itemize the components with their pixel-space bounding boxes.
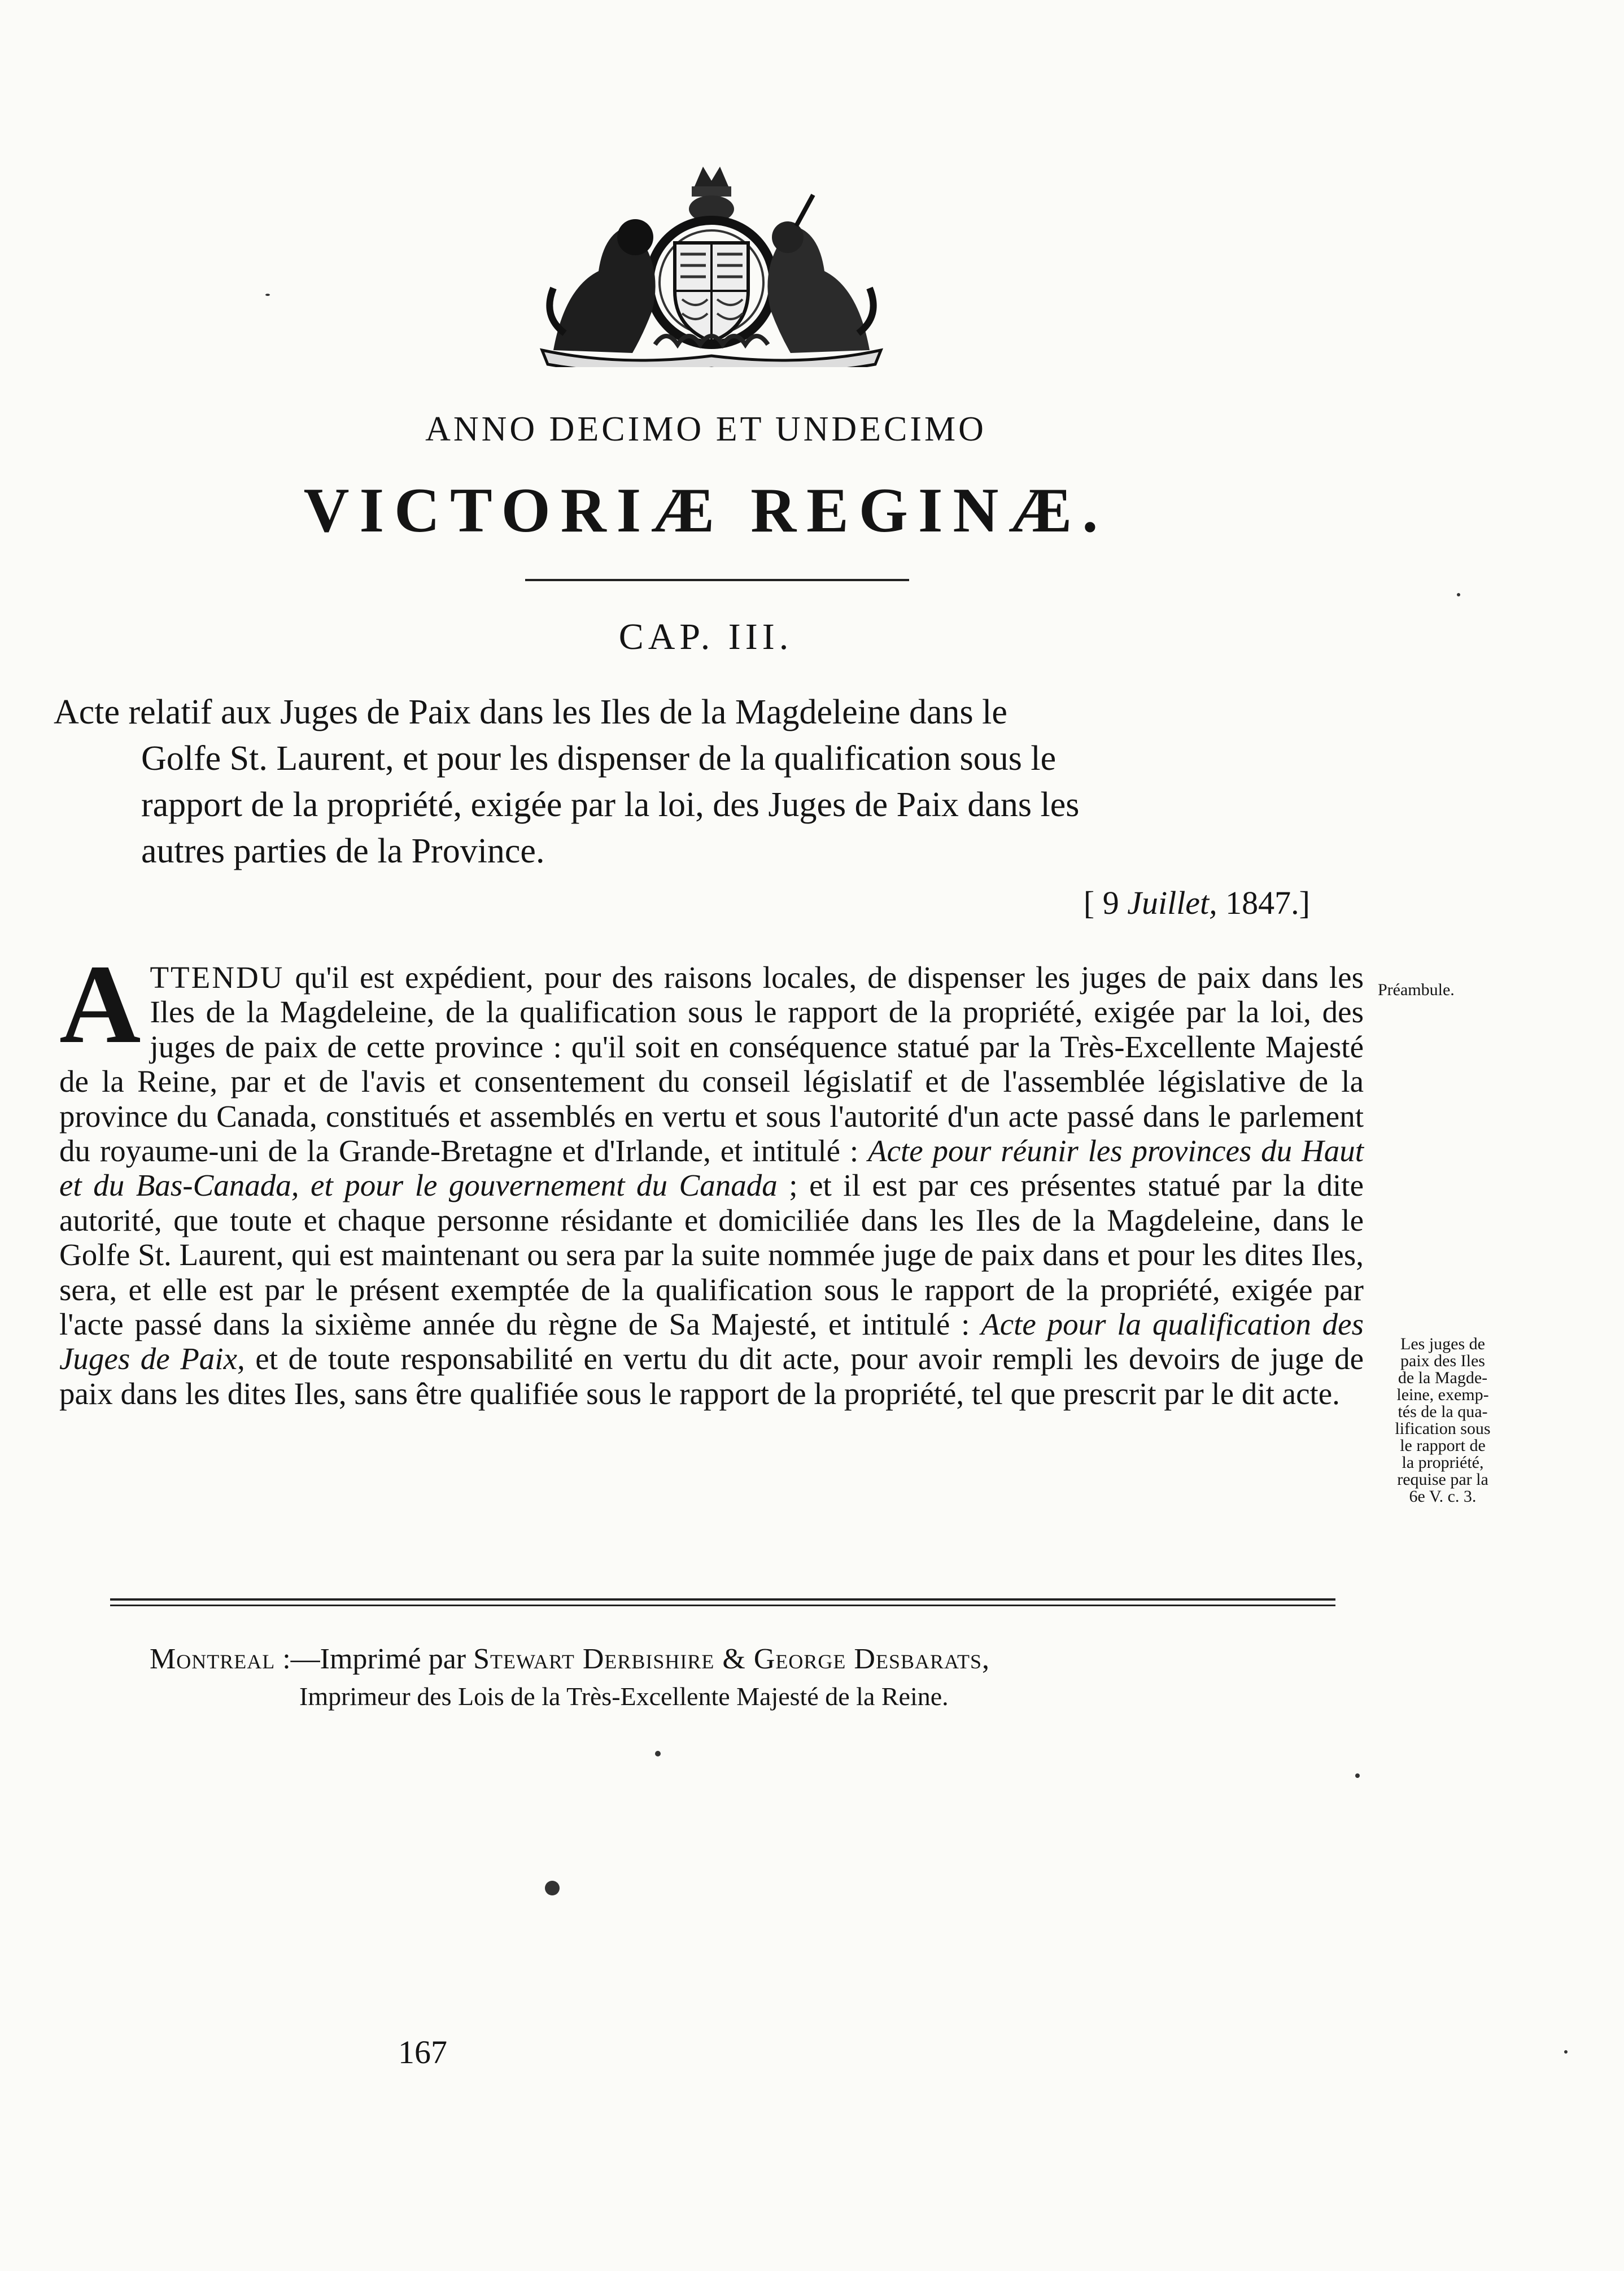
margin-note-line: de la Magde- [1398, 1368, 1488, 1387]
scan-speck [265, 294, 270, 296]
imprint-divider [110, 1598, 1335, 1606]
date-open: [ 9 [1083, 884, 1128, 921]
margin-note-line: paix des Iles [1400, 1352, 1485, 1370]
scan-speck [1564, 2050, 1568, 2054]
date-month: Juillet, [1127, 884, 1217, 921]
margin-note-line: tés de la qua- [1398, 1402, 1488, 1421]
margin-note-line: 6e V. c. 3. [1409, 1487, 1477, 1506]
imprint-line-2: Imprimeur des Lois de la Très-Excellente Majesté de la Reine. [299, 1682, 949, 1711]
coat-of-arms-icon [531, 164, 892, 367]
italic-act-title-1: Acte pour réunir les provinces du Haut et du Bas-Canada, et pour le gouvernement du Canada [59, 1134, 1364, 1203]
margin-note-line: lification sous [1395, 1419, 1491, 1438]
scan-speck [1457, 593, 1460, 596]
assent-date [903, 884, 1310, 922]
body-part-2: ; et il est par ces présentes statué par la dite autorité, que toute et chaque personne résidante et domiciliée dans les Iles de la Magdeleine, dans le Golfe St. Laurent, qui est maintenant ou sera par la suite nommée juge de paix dans et pour les dites Iles, sera, et elle est par le présent exemptée de la qualification sous le rapport de la propriété, exigée par l'acte passé dans la sixième année du règne de Sa Majesté, et intitulé : [59, 1168, 1364, 1342]
chapter-number: CAP. III. [618, 616, 793, 657]
margin-note-line: leine, exemp- [1396, 1385, 1489, 1404]
margin-note-exemption [1378, 1336, 1508, 1505]
drop-cap: A [59, 942, 141, 1067]
margin-note-preamble: Préambule. [1378, 980, 1455, 999]
margin-note-line: le rapport de [1400, 1436, 1486, 1455]
lead-word: TTENDU [150, 960, 285, 995]
scan-speck [655, 1751, 661, 1756]
act-title [54, 689, 1369, 874]
body-part-3: et de toute responsabilité en vertu du dit acte, pour avoir rempli les devoirs de juge de paix dans les dites Iles, sans être qualifiée sous le rapport de la propriété, tel que prescrit par le dit acte. [59, 1341, 1364, 1411]
margin-note-line: Les juges de [1400, 1335, 1485, 1353]
body-part-1: qu'il est expédient, pour des raisons locales, de dispenser les juges de paix dans les Iles de la Magdeleine, de la qualification sous le rapport de la propriété, exigée par la loi, des juges de paix de cette province : qu'il soit en conséquence statué par la Très-Excellente Majesté de la Reine, par et de l'avis et consentement du conseil législatif et de l'assemblée législative de la province du Canada, constitués et assemblés en vertu et sous l'autorité d'un acte passé dans le parlement du royaume-uni de la Grande-Bretagne et d'Irlande, et intitulé : [59, 960, 1364, 1169]
regnal-year-heading: ANNO DECIMO ET UNDECIMO [425, 410, 986, 448]
margin-note-line: la propriété, [1402, 1453, 1484, 1472]
scan-speck [545, 1881, 560, 1895]
page-number: 167 [398, 2034, 447, 2071]
heading-divider [525, 579, 909, 581]
title-line: Acte relatif aux Juges de Paix dans les Iles de la Magdeleine dans le [54, 693, 1007, 731]
imprint [150, 1641, 1279, 1715]
margin-note-line: requise par la [1397, 1470, 1488, 1489]
scan-speck [1355, 1773, 1360, 1778]
title-line: Golfe St. Laurent, et pour les dispenser de la qualification sous le [141, 739, 1057, 778]
monarch-heading: VICTORIÆ REGINÆ. [303, 476, 1108, 546]
title-line: rapport de la propriété, exigée par la loi, des Juges de Paix dans les [141, 786, 1080, 824]
title-line: autres parties de la Province. [141, 832, 545, 870]
imprint-city: Montreal [150, 1643, 276, 1675]
imprint-mid: :—Imprimé par [275, 1643, 474, 1675]
italic-act-title-2: Acte pour la qualification des Juges de Paix, [59, 1307, 1364, 1376]
imprint-printers: Stewart Derbishire & George Desbarats, [473, 1643, 990, 1675]
date-close: 1847.] [1217, 884, 1310, 921]
preamble-text [59, 942, 1364, 1411]
